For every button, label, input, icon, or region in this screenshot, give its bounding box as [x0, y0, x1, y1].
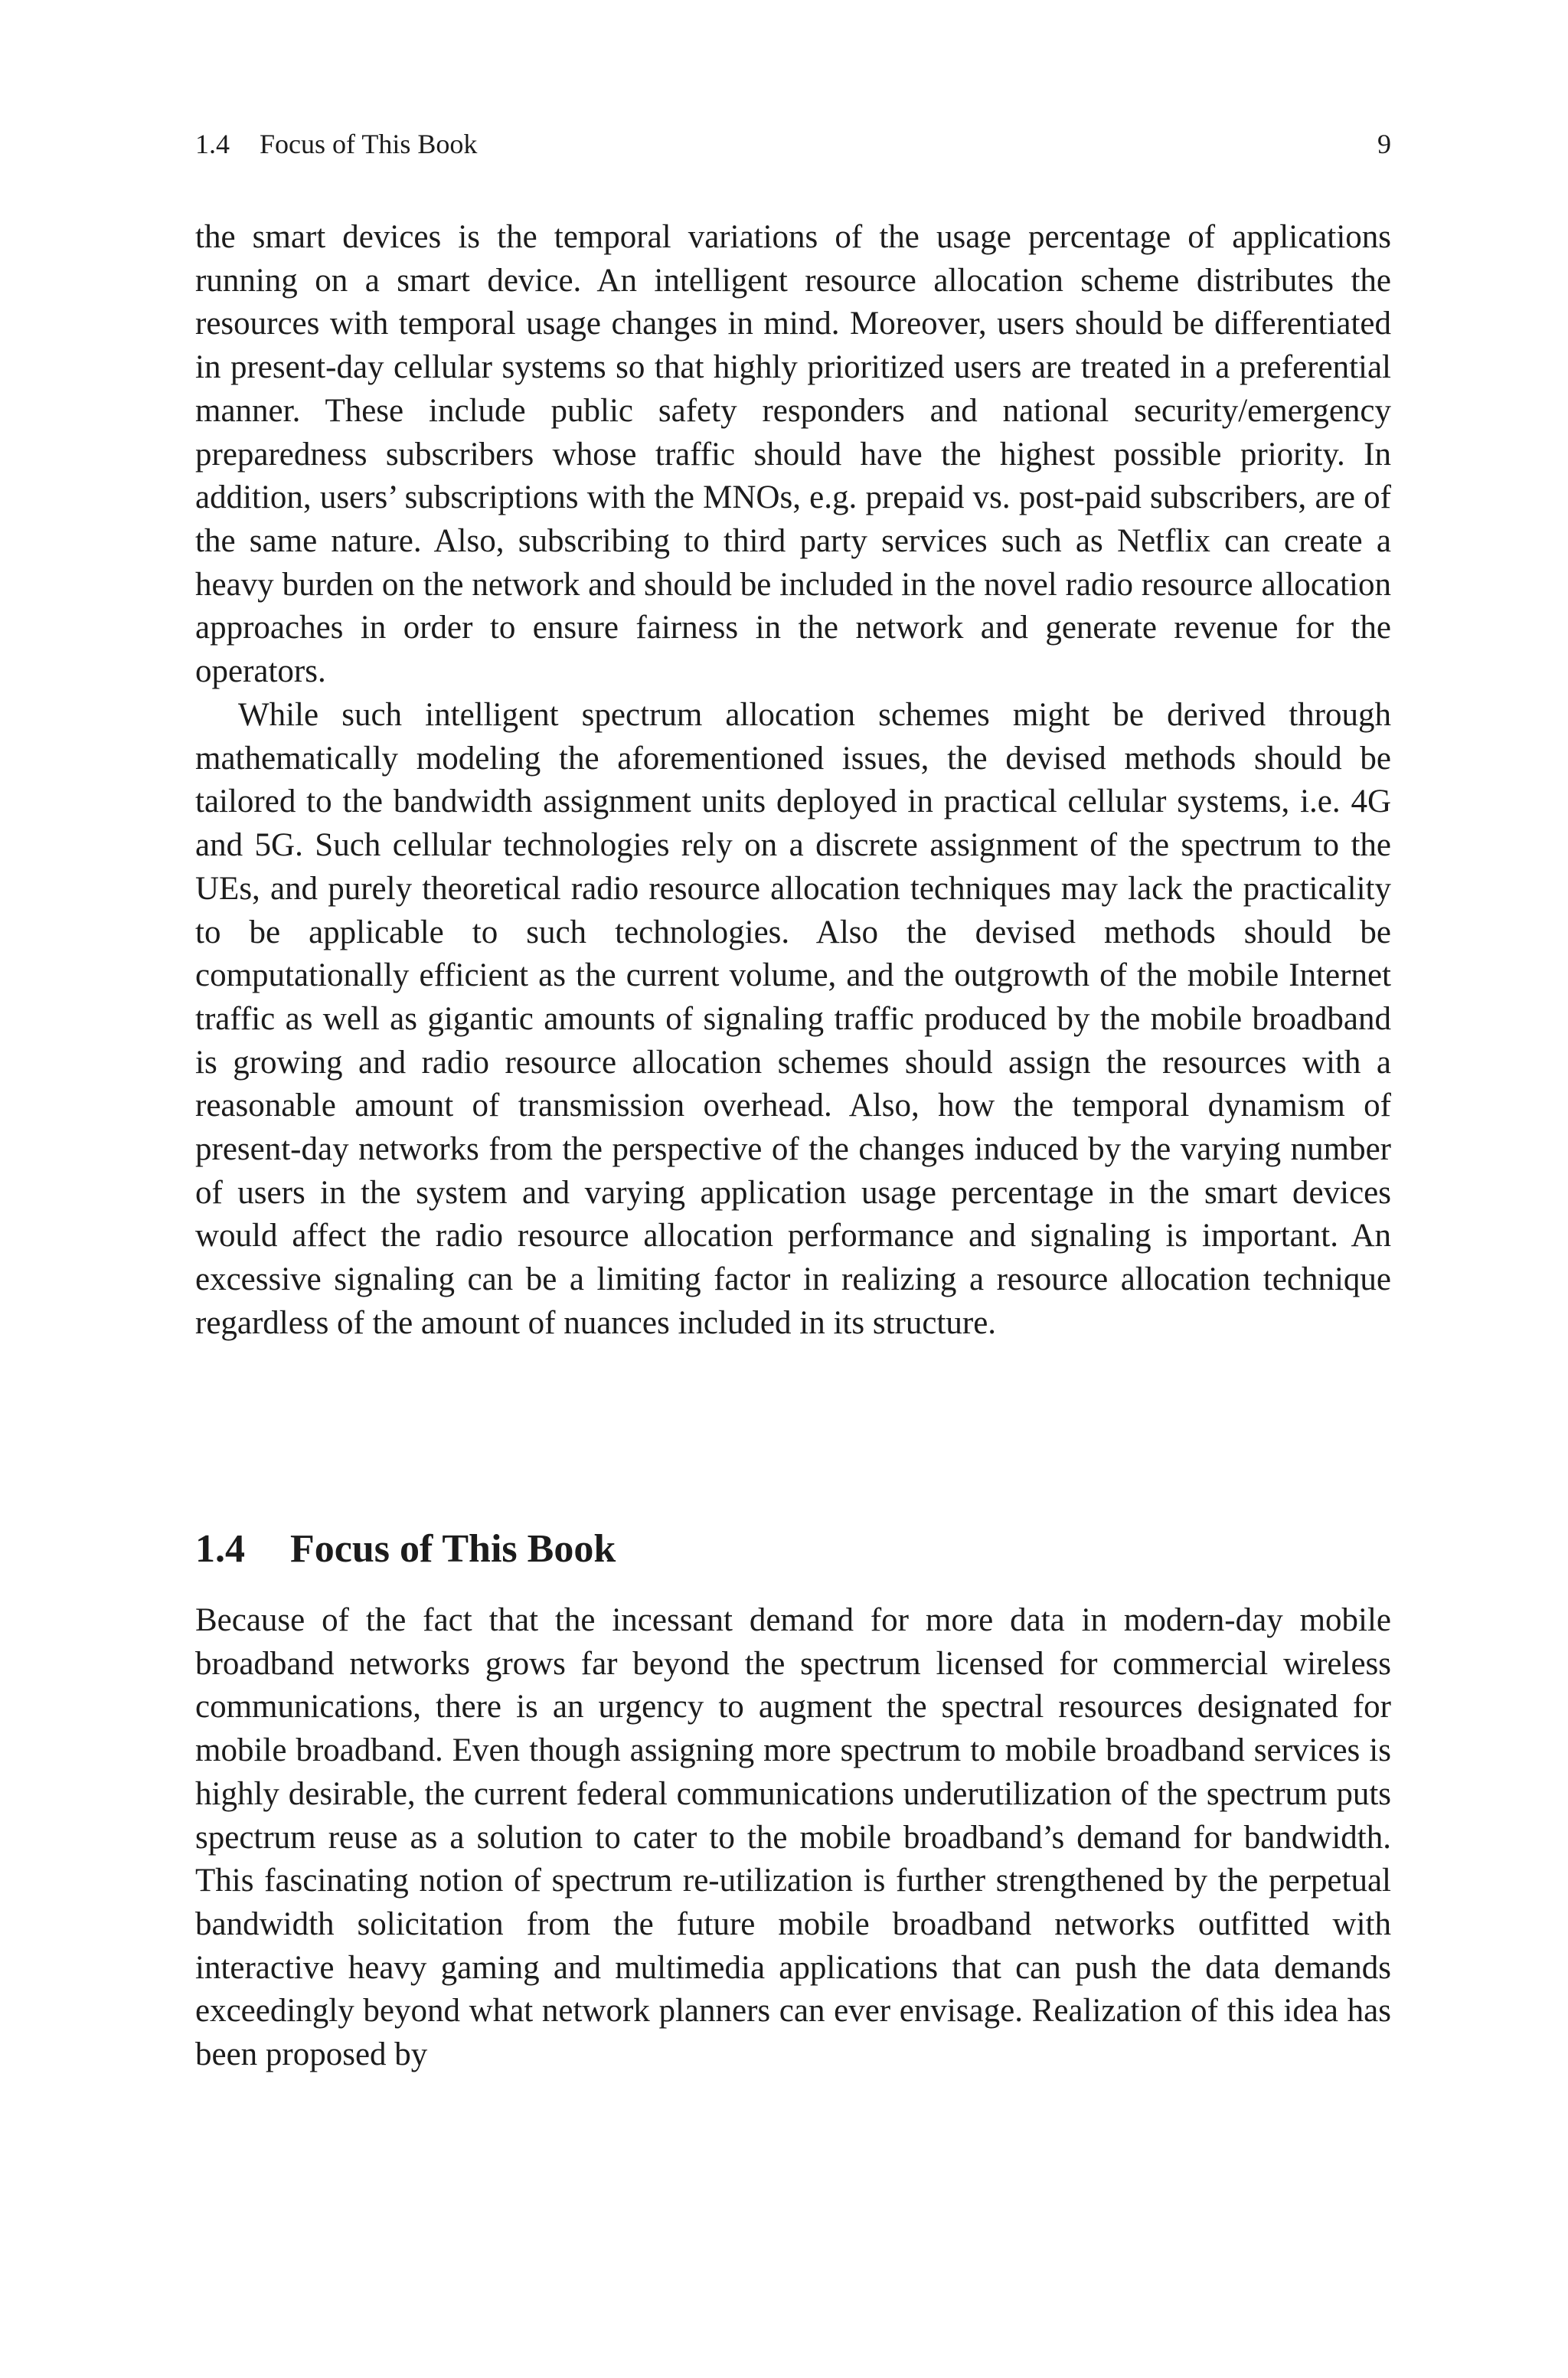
body-paragraph-2: While such intelligent spectrum allocation schemes might be derived through mathematically modeling the aforementioned issues, the devised methods should be tailored to the bandwidth assignment units deployed in practical cellular systems, i.e. 4G and 5G. Such cellular technologies rely on a discrete assignment of the spectrum to the UEs, and purely theoretical radio resource allocation techniques may lack the practicality to be applicable to such technologies. Also the devised methods should be computationally efficient as the current volume, and the outgrowth of the mobile Internet traffic as well as gigantic amounts of signaling traffic produced by the mobile broadband is growing and radio resource allocation schemes should assign the resources with a reasonable amount of transmission overhead. Also, how the temporal dynamism of present-day networks from the perspective of the changes induced by the varying number of users in the system and varying application usage percentage in the smart devices would affect the radio resource allocation performance and signaling is important. An excessive signaling can be a limiting factor in realizing a resource allocation technique regardless of the amount of nuances included in its structure.	[195, 697, 1391, 1341]
running-header	[195, 127, 1391, 161]
section-heading-number: 1.4	[195, 1527, 245, 1572]
body-paragraph-1: the smart devices is the temporal variations of the usage percentage of applications running on a smart device. An intelligent resource allocation scheme distributes the resources with temporal usage changes in mind. Moreover, users should be differentiated in present-day cellular systems so that highly prioritized users are treated in a preferential manner. These include public safety responders and national security/emergency preparedness subscribers whose traffic should have the highest possible priority. In addition, users’ subscriptions with the MNOs, e.g. prepaid vs. post-paid subscribers, are of the same nature. Also, subscribing to third party services such as Netflix can create a heavy burden on the network and should be included in the novel radio resource allocation approaches in order to ensure fairness in the network and generate revenue for the operators.	[195, 219, 1391, 690]
header-section-number: 1.4	[195, 129, 230, 159]
section-heading-title: Focus of This Book	[290, 1527, 616, 1572]
header-section-title: Focus of This Book	[260, 129, 478, 159]
page-number: 9	[1377, 129, 1391, 159]
section-heading	[195, 1525, 1391, 1574]
section-paragraph-1: Because of the fact that the incessant demand for more data in modern-day mobile broadband networks grows far beyond the spectrum licensed for commercial wireless communications, there is an urgency to augment the spectral resources designated for mobile broadband. Even though assigning more spectrum to mobile broadband services is highly desirable, the current federal communications underutilization of the spectrum puts spectrum reuse as a solution to cater to the mobile broadband’s demand for bandwidth. This fascinating notion of spectrum re-utilization is further strengthened by the perpetual bandwidth solicitation from the future mobile broadband networks outfitted with interactive heavy gaming and multimedia applications that can push the data demands exceedingly beyond what network planners can ever envisage. Realization of this idea has been proposed by	[195, 1602, 1391, 2073]
